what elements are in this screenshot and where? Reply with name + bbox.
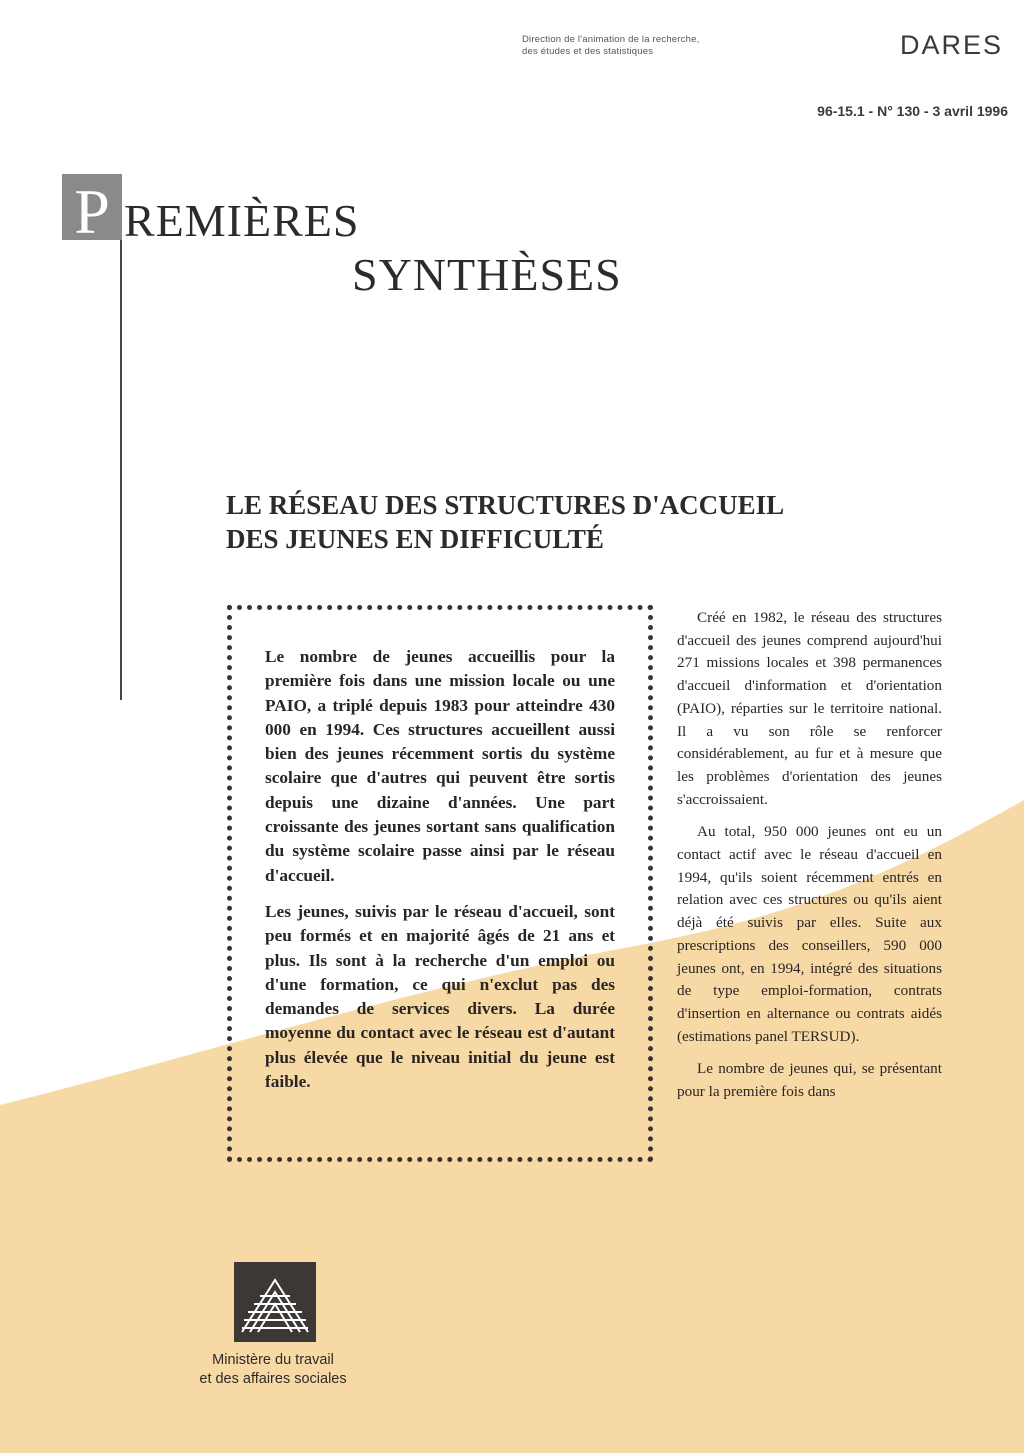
body-paragraph: Le nombre de jeunes qui, se présentant pour la première fois dans — [677, 1060, 942, 1101]
summary-paragraph: Le nombre de jeunes accueillis pour la première fois dans une mission locale ou une PAIO, a triplé depuis 1983 pour atteindre 430 000 en 1994. Ces structures accueillent aussi bien des jeunes récemment sortis du système scolaire que d'autres qui peuvent être sortis depuis une dizaine d'années. Une part croissante des jeunes sortant sans qualification du système scolaire passe ainsi par le réseau d'accueil. — [265, 647, 615, 885]
masthead-vertical-rule — [120, 240, 122, 700]
ministry-line: et des affaires sociales — [199, 1371, 347, 1387]
directorate-line: Direction de l'animation de la recherche, — [522, 34, 700, 45]
agency-name: DARES — [900, 30, 1004, 60]
issue-line: 96-15.1 - N° 130 - 3 avril 1996 — [817, 103, 1008, 119]
masthead-initial: P — [74, 176, 110, 247]
body-paragraph: Au total, 950 000 jeunes ont eu un contact actif avec le réseau d'accueil en 1994, qu'ils soient récemment entrés en relation avec ces structures ou qu'ils aient déjà été suivis par elles. Suite aux prescriptions des conseillers, 590 000 jeunes ont, en 1994, intégré des situations de type emploi-formation, contrats d'insertion en alternance ou contrats aidés (estimations panel TERSUD). — [677, 823, 942, 1045]
ministry-logo-icon — [234, 1262, 316, 1342]
ministry-name — [170, 1351, 376, 1389]
body-column — [677, 607, 942, 1114]
summary-box — [265, 645, 615, 1106]
ministry-line: Ministère du travail — [212, 1352, 334, 1368]
article-headline — [226, 488, 926, 556]
directorate-name — [522, 34, 782, 58]
directorate-line: des études et des statistiques — [522, 46, 654, 57]
masthead-title-line2: SYNTHÈSES — [352, 249, 622, 300]
masthead-title-line1: REMIÈRES — [124, 195, 360, 246]
body-paragraph: Créé en 1982, le réseau des structures d'accueil des jeunes comprend aujourd'hui 271 missions locales et 398 permanences d'accueil d'information et d'orientation (PAIO), réparties sur le territoire national. Il a vu son rôle se renforcer considérablement, au fur et à mesure que les problèmes d'orientation des jeunes s'accroissaient. — [677, 609, 942, 808]
headline-line: LE RÉSEAU DES STRUCTURES D'ACCUEIL — [226, 490, 785, 520]
summary-paragraph: Les jeunes, suivis par le réseau d'accueil, sont peu formés et en majorité âgés de 21 ans et plus. Ils sont à la recherche d'un emploi ou d'une formation, ce qui n'exclut pas des demandes de services divers. La durée moyenne du contact avec le réseau est d'autant plus élevée que le niveau initial du jeune est faible. — [265, 901, 615, 1092]
headline-line: DES JEUNES EN DIFFICULTÉ — [226, 524, 604, 554]
